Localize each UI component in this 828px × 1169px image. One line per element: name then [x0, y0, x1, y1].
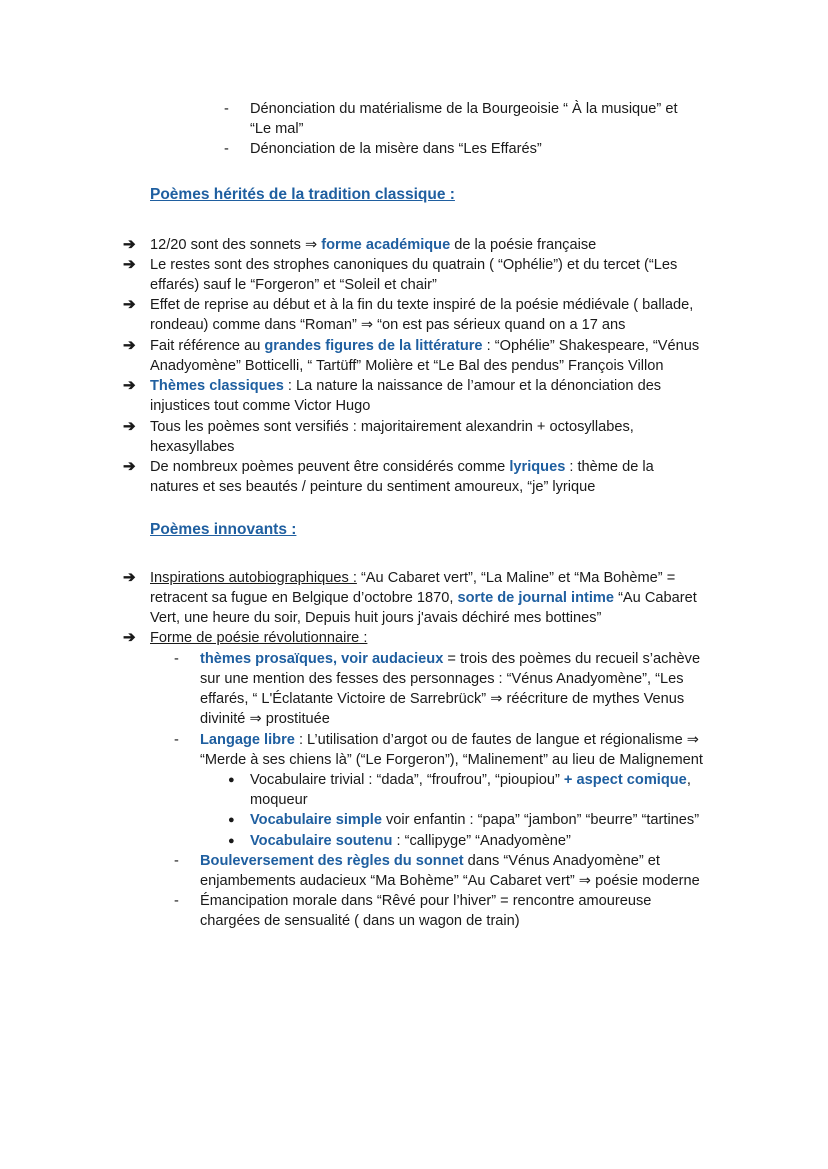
list-item-text: “Le mal”	[250, 121, 304, 137]
list-item: Effet de reprise au début et à la fin du texte inspiré de la poésie médiévale ( ballade,	[150, 297, 694, 313]
bullet-icon: ●	[228, 814, 235, 826]
list-item-continuation: effarés) sauf le “Forgeron” et “Soleil et chair”	[150, 277, 437, 293]
underlined-label: Forme de poésie révolutionnaire :	[150, 630, 368, 646]
arrow-icon: ➔	[123, 236, 136, 253]
dash-marker: -	[174, 732, 179, 748]
sub-list-item: Émancipation morale dans “Rêvé pour l’hiver” = rencontre amoureuse	[200, 893, 652, 909]
highlight-text: + aspect comique	[563, 772, 687, 788]
arrow-icon: ➔	[123, 629, 136, 646]
list-item-continuation: Anadyomène” Botticelli, “ Tartüff” Molière et “Le Bal des pendus” François Villon	[150, 358, 664, 374]
section-heading-classique: Poèmes hérités de la tradition classique :	[150, 186, 455, 203]
list-item: Inspirations autobiographiques : “Au Cabaret vert”, “La Maline” et “Ma Bohème” =	[150, 570, 676, 586]
list-item-continuation: rondeau) comme dans “Roman” ⇒ “on est pas sérieux quand on a 17 ans	[150, 317, 626, 333]
bullet-item: Vocabulaire simple voir enfantin : “papa” “jambon” “beurre” “tartines”	[250, 812, 700, 828]
dash-marker: -	[224, 101, 229, 117]
highlight-text: forme académique	[321, 237, 451, 253]
arrow-icon: ➔	[123, 569, 136, 586]
list-item: Tous les poèmes sont versifiés : majoritairement alexandrin + octosyllabes,	[150, 419, 634, 435]
sub-list-item-continuation: sur une mention des fesses des personnages : “Vénus Anadyomène”, “Les	[200, 671, 684, 687]
highlight-text: Bouleversement des règles du sonnet	[200, 853, 464, 869]
list-item-text: Dénonciation de la misère dans “Les Effarés”	[250, 141, 542, 157]
sub-list-item-continuation: “Merde à ses chiens là” (“Le Forgeron”), “Malinement” au lieu de Malignement	[200, 752, 703, 768]
list-item: Fait référence au grandes figures de la littérature : “Ophélie” Shakespeare, “Vénus	[150, 338, 700, 354]
highlight-text: Vocabulaire simple	[250, 812, 382, 828]
list-item: De nombreux poèmes peuvent être considérés comme lyriques : thème de la	[150, 459, 654, 475]
highlight-text: grandes figures de la littérature	[264, 338, 483, 354]
bullet-icon: ●	[228, 774, 235, 786]
bullet-icon: ●	[228, 835, 235, 847]
sub-list-item: thèmes prosaïques, voir audacieux = trois des poèmes du recueil s’achève	[200, 651, 701, 667]
list-item	[150, 628, 367, 648]
highlight-text: Thèmes classiques	[150, 378, 284, 394]
sub-list-item-continuation: chargées de sensualité ( dans un wagon de train)	[200, 913, 520, 929]
arrow-icon: ➔	[123, 377, 136, 394]
arrow-icon: ➔	[123, 296, 136, 313]
list-item-continuation: hexasyllabes	[150, 439, 235, 455]
list-item-continuation: retracent sa fugue en Belgique d’octobre 1870, sorte de journal intime “Au Cabaret	[150, 590, 697, 606]
highlight-text: thèmes prosaïques, voir audacieux	[200, 651, 444, 667]
sub-list-item: Langage libre : L’utilisation d’argot ou de fautes de langue et régionalisme ⇒	[200, 732, 699, 748]
dash-marker: -	[174, 651, 179, 667]
dash-marker: -	[174, 893, 179, 909]
list-item: 12/20 sont des sonnets ⇒ forme académique de la poésie française	[150, 237, 597, 253]
bullet-item: Vocabulaire soutenu : “callipyge” “Anadyomène”	[250, 833, 571, 849]
arrow-icon: ➔	[123, 418, 136, 435]
sub-list-item-continuation: effarés, “ L'Éclatante Victoire de Sarrebrück” ⇒ réécriture de mythes Venus	[200, 691, 685, 707]
arrow-icon: ➔	[123, 337, 136, 354]
section-heading-innovants: Poèmes innovants :	[150, 521, 297, 538]
arrow-icon: ➔	[123, 256, 136, 273]
bullet-item-continuation: moqueur	[250, 792, 308, 808]
dash-marker: -	[174, 853, 179, 869]
highlight-text: sorte de journal intime	[457, 590, 615, 606]
highlight-text: lyriques	[509, 459, 566, 475]
highlight-text: Vocabulaire soutenu	[250, 833, 393, 849]
highlight-text: Langage libre	[200, 732, 295, 748]
list-item-continuation: Vert, une heure du soir, Depuis huit jours j'avais déchiré mes bottines”	[150, 610, 602, 626]
list-item-text: Dénonciation du matérialisme de la Bourgeoisie “ À la musique” et	[250, 101, 678, 117]
list-item: Le restes sont des strophes canoniques du quatrain ( “Ophélie”) et du tercet (“Les	[150, 257, 678, 273]
sub-list-item-continuation: divinité ⇒ prostituée	[200, 711, 330, 727]
list-item: Thèmes classiques : La nature la naissance de l’amour et la dénonciation des	[150, 378, 662, 394]
bullet-item: Vocabulaire trivial : “dada”, “froufrou”, “pioupiou” + aspect comique,	[250, 772, 691, 788]
underlined-label: Inspirations autobiographiques :	[150, 570, 357, 586]
sub-list-item-continuation: enjambements audacieux “Ma Bohème” “Au Cabaret vert” ⇒ poésie moderne	[200, 873, 700, 889]
sub-list-item: Bouleversement des règles du sonnet dans “Vénus Anadyomène” et	[200, 853, 660, 869]
list-item-continuation: injustices tout comme Victor Hugo	[150, 398, 371, 414]
arrow-icon: ➔	[123, 458, 136, 475]
dash-marker: -	[224, 141, 229, 157]
list-item-continuation: natures et ses beautés / peinture du sentiment amoureux, “je” lyrique	[150, 479, 596, 495]
